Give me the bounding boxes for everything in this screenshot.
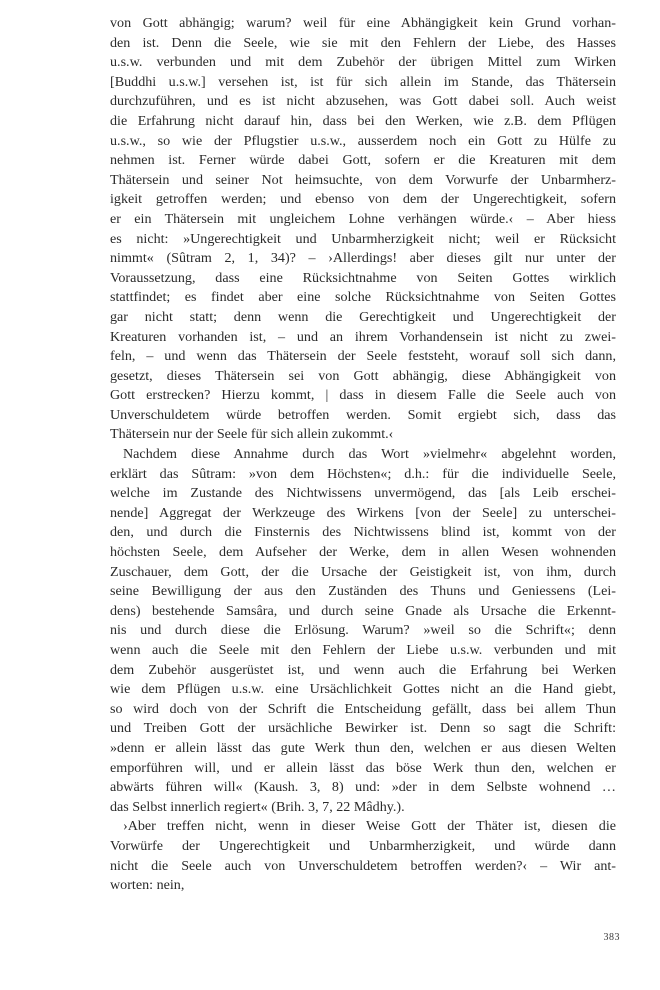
text-line: das Selbst innerlich regiert« (Brih. 3, 7, 22 Mâdhy.). [110, 798, 405, 815]
text-line: emporführen will, und er allein lässt das böse Werk thun den, welchen er [110, 759, 616, 776]
text-line: dem Zubehör ausgerüstet ist, und wenn auch die Erfahrung bei Werken [110, 661, 616, 678]
text-line: Gott erstrecken? Hierzu kommt, | dass in diesem Falle die Seele auch von [110, 387, 616, 404]
text-line: abwärts führen will« (Kaush. 3, 8) und: »der in dem Selbste wohnend … [110, 779, 616, 796]
page-number: 383 [603, 932, 620, 943]
text-line: u.s.w. verbunden und mit dem Zubehör der übrigen Mittel zum Wirken [110, 54, 616, 71]
text-line: Vorwürfe der Ungerechtigkeit und Unbarmherzigkeit, und würde dann [110, 837, 616, 854]
text-line: es nicht: »Ungerechtigkeit und Unbarmherzigkeit nicht; weil er Rücksicht [110, 230, 616, 247]
text-line: so wird doch von der Schrift die Entscheidung gefällt, dass bei allem Thun [110, 700, 616, 717]
text-line: nende] Aggregat der Werkzeuge des Wirkens [von der Seele] zu unterschei- [110, 504, 616, 521]
text-line: [Buddhi u.s.w.] versehen ist, ist für sich allein im Stande, das Thätersein [110, 73, 616, 90]
paragraph [110, 445, 616, 817]
text-line: worten: nein, [110, 877, 185, 894]
text-line: igkeit getroffen werden; und ebenso von dem der Ungerechtigkeit, sofern [110, 191, 616, 208]
text-line: wenn auch die Seele mit den Fehlern der Liebe u.s.w. verbunden und mit [110, 642, 616, 658]
text-line: nehmen ist. Ferner würde dabei Gott, sofern er die Kreaturen mit dem [110, 152, 616, 169]
paragraph [110, 14, 616, 445]
text-line: Zuschauer, dem Gott, der die Ursache der Geistigkeit ist, von ihm, durch [110, 563, 616, 580]
body-text [110, 14, 616, 896]
text-line: Thätersein und seiner Not heimsuchte, von dem Vorwurfe der Unbarmherz- [110, 171, 616, 188]
text-line: nimmt« (Sûtram 2, 1, 34)? – ›Allerdings! aber dieses gilt nur unter der [110, 250, 616, 267]
text-line: er ein Thätersein mit ungleichem Lohne verhängen würde.‹ – Aber hiess [110, 210, 616, 227]
text-line: und Treiben Gott der ursächliche Bewirker ist. Denn so sagt die Schrift: [110, 720, 616, 737]
text-line: nis und durch diese die Erlösung. Warum? »weil so die Schrift«; denn [110, 622, 616, 639]
text-line: den ist. Denn die Seele, wie sie mit den Fehlern der Liebe, des Hasses [110, 34, 616, 51]
text-line: Nachdem diese Annahme durch das Wort »vielmehr« abgelehnt worden, [123, 446, 616, 463]
text-line: Thätersein nur der Seele für sich allein zukommt.‹ [110, 426, 394, 443]
text-line: nicht die Seele auch von Unverschuldetem betroffen werden?‹ – Wir ant- [110, 857, 616, 874]
text-line: stattfindet; es findet aber eine solche Rücksichtnahme von Seiten Gottes [110, 289, 616, 306]
text-line: erklärt das Sûtram: »von dem Höchsten«; d.h.: für die individuelle Seele, [110, 465, 616, 482]
text-line: höchsten Seele, dem Aufseher der Werke, dem in allen Wesen wohnenden [110, 544, 616, 561]
text-line: »denn er allein lässt das gute Werk thun den, welchen er aus diesen Welten [110, 739, 616, 756]
text-line: feln, – und wenn das Thätersein der Seele feststeht, worauf soll sich dann, [110, 348, 616, 365]
text-line: ›Aber treffen nicht, wenn in dieser Weise Gott der Thäter ist, diesen die [123, 818, 616, 835]
text-line: durchzuführen, und es ist nicht abzusehen, was Gott dabei soll. Auch weist [110, 93, 616, 110]
text-line: wie dem Pflügen u.s.w. eine Ursächlichkeit Gottes nicht an die Hand giebt, [110, 681, 616, 698]
text-line: u.s.w., so wie der Pflugstier u.s.w., ausserdem noch ein Gott zu Hülfe zu [110, 132, 616, 149]
text-line: gar nicht statt; denn wenn die Gerechtigkeit und Ungerechtigkeit der [110, 308, 616, 325]
text-line: gesetzt, dieses Thätersein sei von Gott abhängig, diese Abhängigkeit von [110, 367, 616, 384]
text-line: Voraussetzung, dass eine Rücksichtnahme von Seiten Gottes wirklich [110, 269, 616, 286]
text-line: seine Bewilligung der aus den Zuständen des Thuns und Geniessens (Lei- [110, 583, 616, 600]
text-line: die Erfahrung nicht darauf hin, dass bei den Werken, wie z.B. dem Pflügen [110, 112, 616, 129]
text-line: den, und durch die Finsternis des Nichtwissens blind ist, kommt von der [110, 524, 616, 541]
text-line: von Gott abhängig; warum? weil für eine Abhängigkeit kein Grund vorhan- [110, 15, 616, 31]
paragraph [110, 817, 616, 895]
text-line: Kreaturen vorhanden ist, – und an ihrem Vorhandensein ist nicht zu zwei- [110, 328, 616, 345]
text-line: Unverschuldetem würde betroffen werden. Somit ergiebt sich, dass das [110, 406, 616, 423]
text-line: welche im Zustande des Nichtwissens unvermögend, das [als Leib erschei- [110, 485, 616, 502]
text-line: dens) bestehende Samsâra, und durch seine Gnade als Ursache die Erkennt- [110, 602, 616, 619]
